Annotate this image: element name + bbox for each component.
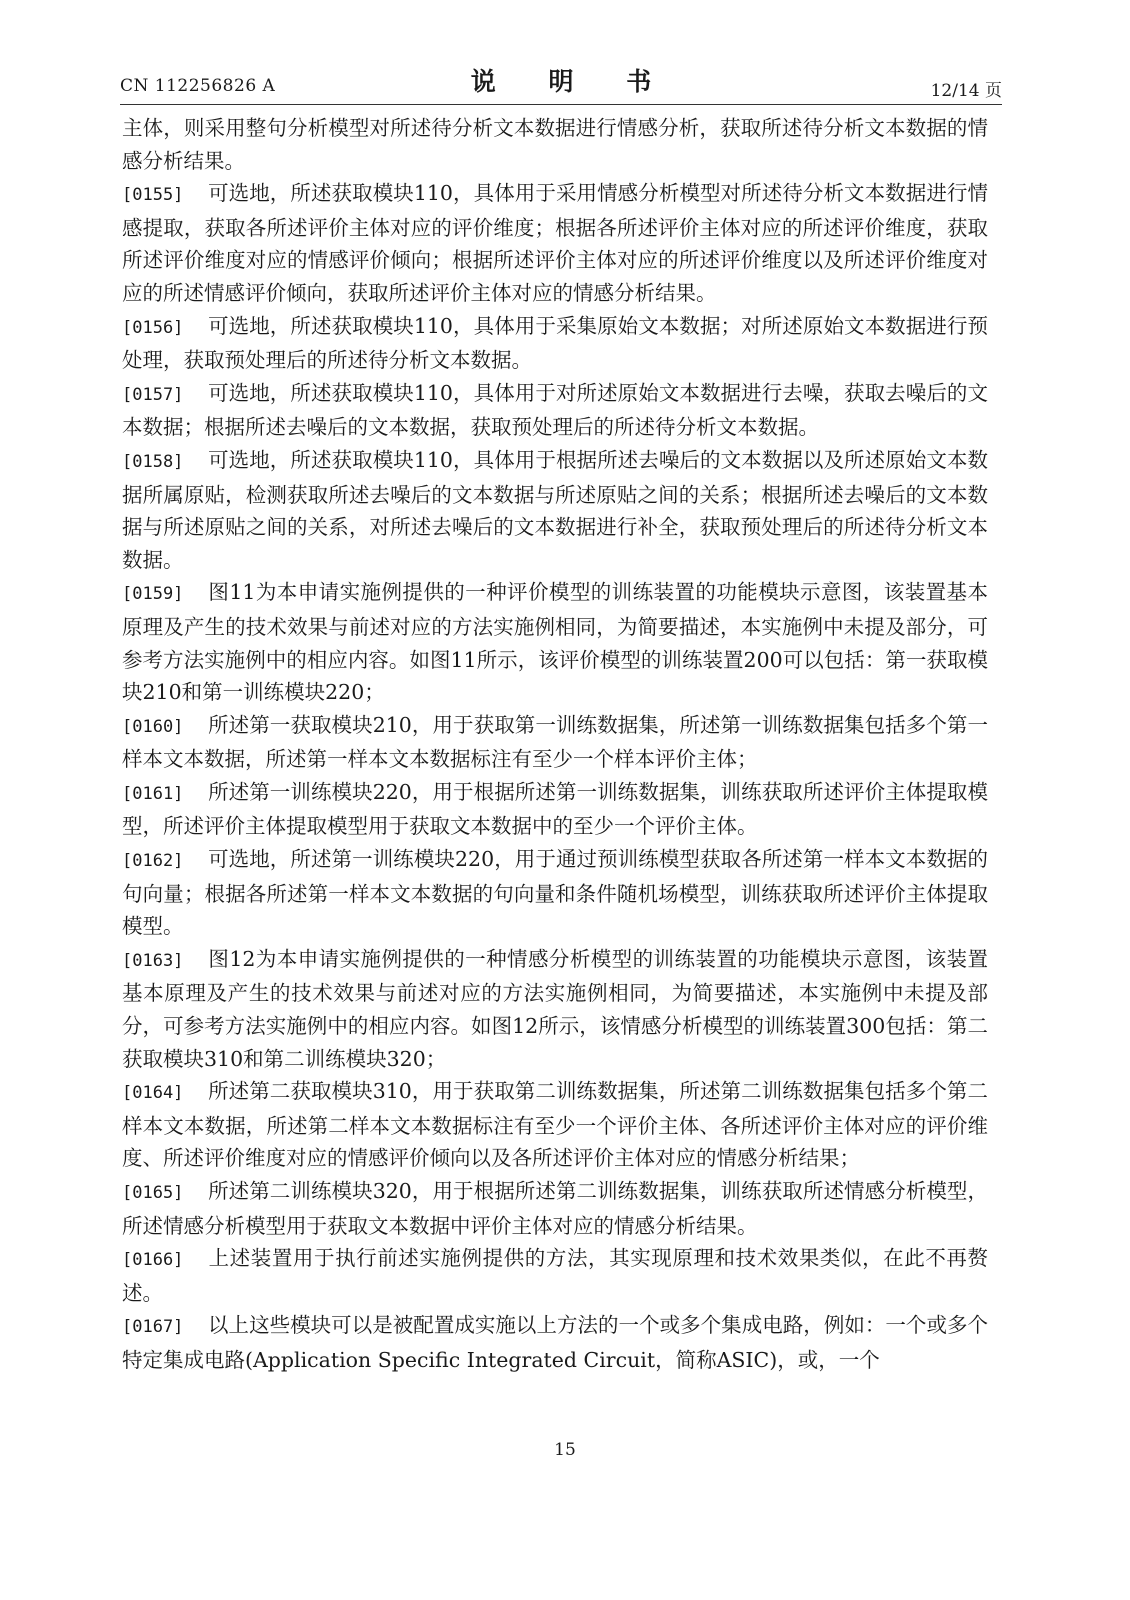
paragraph-0165 (122, 1175, 988, 1242)
paragraph-0158 (122, 444, 988, 576)
paragraph-text: 上述装置用于执行前述实施例提供的方法，其实现原理和技术效果类似，在此不再赘述。 (122, 1246, 988, 1305)
paragraph-text: 可选地，所述获取模块110，具体用于根据所述去噪后的文本数据以及所述原始文本数据所属原贴，检测获取所述去噪后的文本数据与所述原贴之间的关系；根据所述去噪后的文本数据与所述原贴之间的关系，对所述去噪后的文本数据进行补全，获取预处理后的所述待分析文本数据。 (122, 447, 988, 572)
paragraph-0159 (122, 576, 988, 708)
paragraph-text: 图11为本申请实施例提供的一种评价模型的训练装置的功能模块示意图，该装置基本原理及产生的技术效果与前述对应的方法实施例相同，为简要描述，本实施例中未提及部分，可参考方法实施例中的相应内容。如图11所示，该评价模型的训练装置200可以包括：第一获取模块210和第一训练模块220； (122, 580, 988, 705)
publication-number: CN 112256826 A (120, 76, 276, 96)
paragraph-number: [0164] (122, 1083, 184, 1104)
paragraph-number: [0159] (122, 584, 184, 605)
paragraph-0156 (122, 310, 988, 377)
page-number: 15 (554, 1440, 576, 1460)
paragraph-0164 (122, 1075, 988, 1175)
paragraph-number: [0156] (122, 317, 184, 338)
paragraph-0155 (122, 177, 988, 309)
paragraph-number: [0167] (122, 1317, 184, 1338)
paragraph-number: [0157] (122, 384, 184, 405)
paragraph-text: 所述第二获取模块310，用于获取第二训练数据集，所述第二训练数据集包括多个第二样本文本数据，所述第二样本文本数据标注有至少一个评价主体、各所述评价主体对应的评价维度、所述评价维度对应的情感评价倾向以及各所述评价主体对应的情感分析结果； (122, 1079, 988, 1171)
document-body (122, 112, 988, 1377)
paragraph-0161 (122, 776, 988, 843)
paragraph-0163 (122, 943, 988, 1075)
paragraph-number: [0160] (122, 716, 184, 737)
page-header (120, 62, 1002, 102)
paragraph-text: 所述第一训练模块220，用于根据所述第一训练数据集，训练获取所述评价主体提取模型，所述评价主体提取模型用于获取文本数据中的至少一个评价主体。 (122, 779, 988, 839)
header-rule (120, 104, 1002, 105)
paragraph-text: 所述第一获取模块210，用于获取第一训练数据集，所述第一训练数据集包括多个第一样本文本数据，所述第一样本文本数据标注有至少一个样本评价主体； (122, 712, 988, 772)
page-info: 12/14 页 (930, 81, 1002, 101)
paragraph-text: 可选地，所述获取模块110，具体用于对所述原始文本数据进行去噪，获取去噪后的文本数据；根据所述去噪后的文本数据，获取预处理后的所述待分析文本数据。 (122, 380, 988, 440)
paragraph-number: [0158] (122, 451, 184, 472)
paragraph-text: 可选地，所述获取模块110，具体用于采集原始文本数据；对所述原始文本数据进行预处理，获取预处理后的所述待分析文本数据。 (122, 313, 988, 373)
paragraph-number: [0166] (122, 1250, 184, 1271)
lead-paragraph: 主体，则采用整句分析模型对所述待分析文本数据进行情感分析，获取所述待分析文本数据的情感分析结果。 (122, 116, 988, 173)
paragraph-number: [0162] (122, 851, 184, 872)
paragraph-number: [0165] (122, 1183, 184, 1203)
document-title: 说 明 书 (470, 67, 674, 96)
paragraph-0167 (122, 1309, 988, 1376)
paragraph-number: [0163] (122, 950, 184, 971)
paragraph-text: 所述第二训练模块320，用于根据所述第二训练数据集，训练获取所述情感分析模型，所述情感分析模型用于获取文本数据中评价主体对应的情感分析结果。 (122, 1179, 988, 1238)
paragraph-text: 图12为本申请实施例提供的一种情感分析模型的训练装置的功能模块示意图，该装置基本原理及产生的技术效果与前述对应的方法实施例相同，为简要描述，本实施例中未提及部分，可参考方法实施例中的相应内容。如图12所示，该情感分析模型的训练装置300包括：第二获取模块310和第二训练模块320； (122, 946, 988, 1071)
paragraph-0166 (122, 1242, 988, 1309)
paragraph-number: [0155] (122, 185, 184, 206)
paragraph-0160 (122, 709, 988, 776)
paragraph-number: [0161] (122, 783, 184, 804)
paragraph-0162 (122, 843, 988, 943)
paragraph-text: 可选地，所述获取模块110，具体用于采用情感分析模型对所述待分析文本数据进行情感提取，获取各所述评价主体对应的评价维度；根据各所述评价主体对应的所述评价维度，获取所述评价维度对应的情感评价倾向；根据所述评价主体对应的所述评价维度以及所述评价维度对应的所述情感评价倾向，获取所述评价主体对应的情感分析结果。 (122, 181, 988, 305)
paragraph-text: 可选地，所述第一训练模块220，用于通过预训练模型获取各所述第一样本文本数据的句向量；根据各所述第一样本文本数据的句向量和条件随机场模型，训练获取所述评价主体提取模型。 (122, 847, 988, 939)
paragraph-text: 以上这些模块可以是被配置成实施以上方法的一个或多个集成电路，例如：一个或多个特定集成电路(Application Specific Integrated Circuit，简称ASIC)，或，一个 (122, 1313, 988, 1372)
paragraph-0157 (122, 377, 988, 444)
